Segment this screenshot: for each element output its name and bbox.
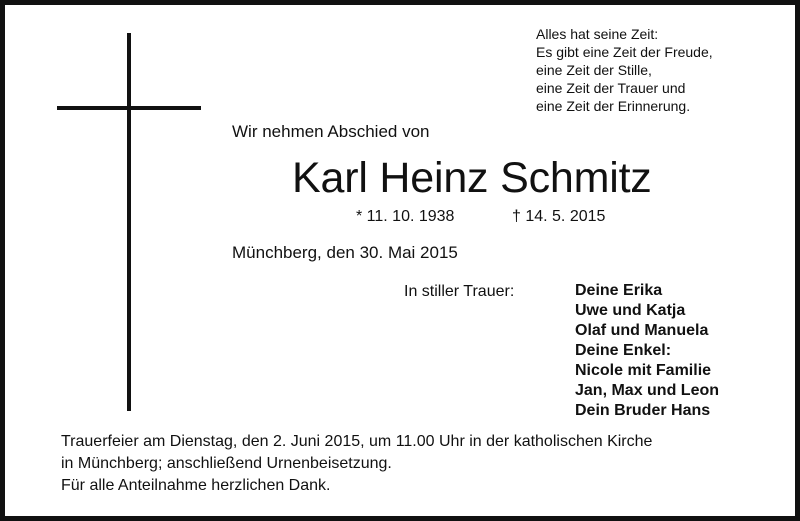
quote-line: eine Zeit der Trauer und	[536, 80, 686, 96]
cross-horizontal-beam	[57, 106, 201, 110]
mourners-list	[575, 281, 795, 421]
cross-vertical-beam	[127, 33, 131, 411]
mourner-item: Deine Enkel:	[575, 342, 672, 359]
mourner-item: Olaf und Manuela	[575, 322, 709, 339]
deceased-name: Karl Heinz Schmitz	[292, 154, 652, 202]
farewell-intro: Wir nehmen Abschied von	[232, 122, 430, 141]
mourner-item: Dein Bruder Hans	[575, 402, 711, 419]
quote-line: Alles hat seine Zeit:	[536, 26, 659, 42]
ceremony-line: in Münchberg; anschließend Urnenbeisetzung.	[61, 455, 392, 472]
quote-block	[536, 25, 796, 115]
thanks-line: Für alle Anteilnahme herzlichen Dank.	[61, 477, 331, 494]
mourner-item: Uwe und Katja	[575, 302, 686, 319]
mourning-label: In stiller Trauer:	[404, 283, 515, 300]
quote-line: eine Zeit der Stille,	[536, 62, 652, 78]
mourner-item: Jan, Max und Leon	[575, 382, 720, 399]
mourner-item: Nicole mit Familie	[575, 362, 712, 379]
ceremony-line: Trauerfeier am Dienstag, den 2. Juni 2015, um 11.00 Uhr in der katholischen Kirche	[61, 433, 653, 450]
quote-line: eine Zeit der Erinnerung.	[536, 98, 691, 114]
death-date: † 14. 5. 2015	[512, 208, 606, 225]
place-and-date: Münchberg, den 30. Mai 2015	[232, 243, 458, 262]
quote-line: Es gibt eine Zeit der Freude,	[536, 44, 713, 60]
birth-date: * 11. 10. 1938	[356, 208, 455, 225]
mourner-item: Deine Erika	[575, 282, 663, 299]
ceremony-info	[61, 431, 781, 475]
